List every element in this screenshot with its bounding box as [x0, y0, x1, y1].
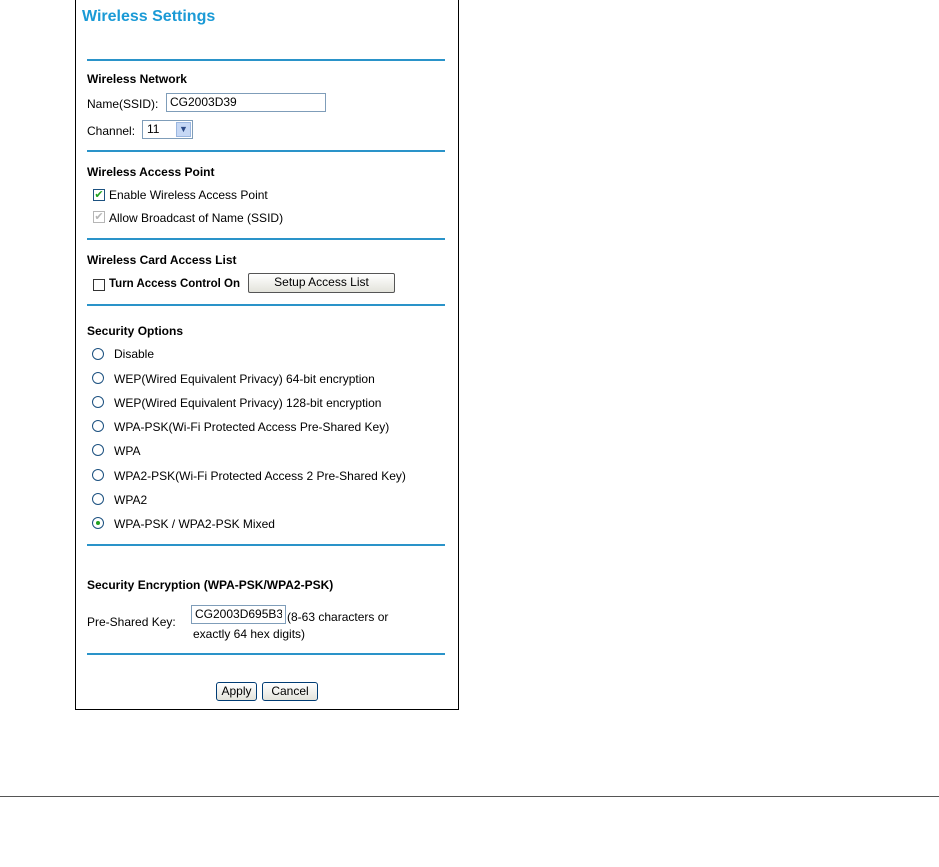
- ssid-input[interactable]: [166, 93, 326, 112]
- option-wpa-psk-label: WPA-PSK(Wi-Fi Protected Access Pre-Shared Key): [114, 420, 390, 434]
- option-wpa2-psk-label: WPA2-PSK(Wi-Fi Protected Access 2 Pre-Shared Key): [114, 469, 406, 483]
- radio-wpa-psk[interactable]: [92, 420, 104, 432]
- checkmark-icon: ✔: [94, 189, 104, 201]
- enable-access-point-label: Enable Wireless Access Point: [109, 188, 268, 202]
- section-divider: [87, 238, 445, 240]
- radio-selected-dot: [96, 521, 100, 525]
- option-mixed-label: WPA-PSK / WPA2-PSK Mixed: [114, 517, 275, 531]
- page-footer-rule: [0, 796, 939, 797]
- encryption-heading: Security Encryption (WPA-PSK/WPA2-PSK): [87, 578, 334, 592]
- page-title: Wireless Settings: [82, 8, 216, 25]
- option-wpa-label: WPA: [114, 444, 141, 458]
- channel-select[interactable]: [142, 120, 193, 139]
- wireless-network-heading: Wireless Network: [87, 72, 187, 86]
- option-wep-128-label: WEP(Wired Equivalent Privacy) 128-bit encryption: [114, 396, 382, 410]
- radio-wep-64[interactable]: [92, 372, 104, 384]
- ssid-label: Name(SSID):: [87, 97, 159, 111]
- apply-button[interactable]: Apply: [216, 682, 257, 701]
- wireless-settings-panel: [75, 0, 459, 710]
- radio-wpa[interactable]: [92, 444, 104, 456]
- radio-wep-128[interactable]: [92, 396, 104, 408]
- radio-disable[interactable]: [92, 348, 104, 360]
- section-divider: [87, 653, 445, 655]
- radio-wpa2-psk[interactable]: [92, 469, 104, 481]
- checkmark-icon: ✔: [94, 211, 104, 223]
- access-control-label: Turn Access Control On: [109, 278, 240, 290]
- setup-access-list-button[interactable]: Setup Access List: [248, 273, 395, 293]
- option-wep-64-label: WEP(Wired Equivalent Privacy) 64-bit encryption: [114, 372, 375, 386]
- section-divider: [87, 304, 445, 306]
- pre-shared-key-label: Pre-Shared Key:: [87, 615, 176, 629]
- radio-wpa-wpa2-mixed[interactable]: [92, 517, 104, 529]
- channel-value: 11: [147, 122, 160, 136]
- section-divider: [87, 59, 445, 61]
- key-hint-line1: (8-63 characters or: [287, 610, 389, 624]
- option-wpa2-label: WPA2: [114, 493, 148, 507]
- option-disable-label: Disable: [114, 347, 155, 361]
- access-point-heading: Wireless Access Point: [87, 165, 215, 179]
- radio-wpa2[interactable]: [92, 493, 104, 505]
- section-divider: [87, 150, 445, 152]
- key-hint-line2: exactly 64 hex digits): [193, 627, 306, 641]
- access-list-heading: Wireless Card Access List: [87, 253, 237, 267]
- allow-broadcast-checkbox[interactable]: [93, 211, 105, 223]
- channel-label: Channel:: [87, 124, 136, 138]
- section-divider: [87, 544, 445, 546]
- allow-broadcast-label: Allow Broadcast of Name (SSID): [109, 211, 284, 225]
- enable-access-point-checkbox[interactable]: [93, 189, 105, 201]
- cancel-button[interactable]: Cancel: [262, 682, 318, 701]
- security-options-heading: Security Options: [87, 324, 184, 338]
- pre-shared-key-input[interactable]: [191, 605, 286, 624]
- chevron-down-icon[interactable]: ▼: [176, 122, 191, 137]
- access-control-checkbox[interactable]: [93, 279, 105, 291]
